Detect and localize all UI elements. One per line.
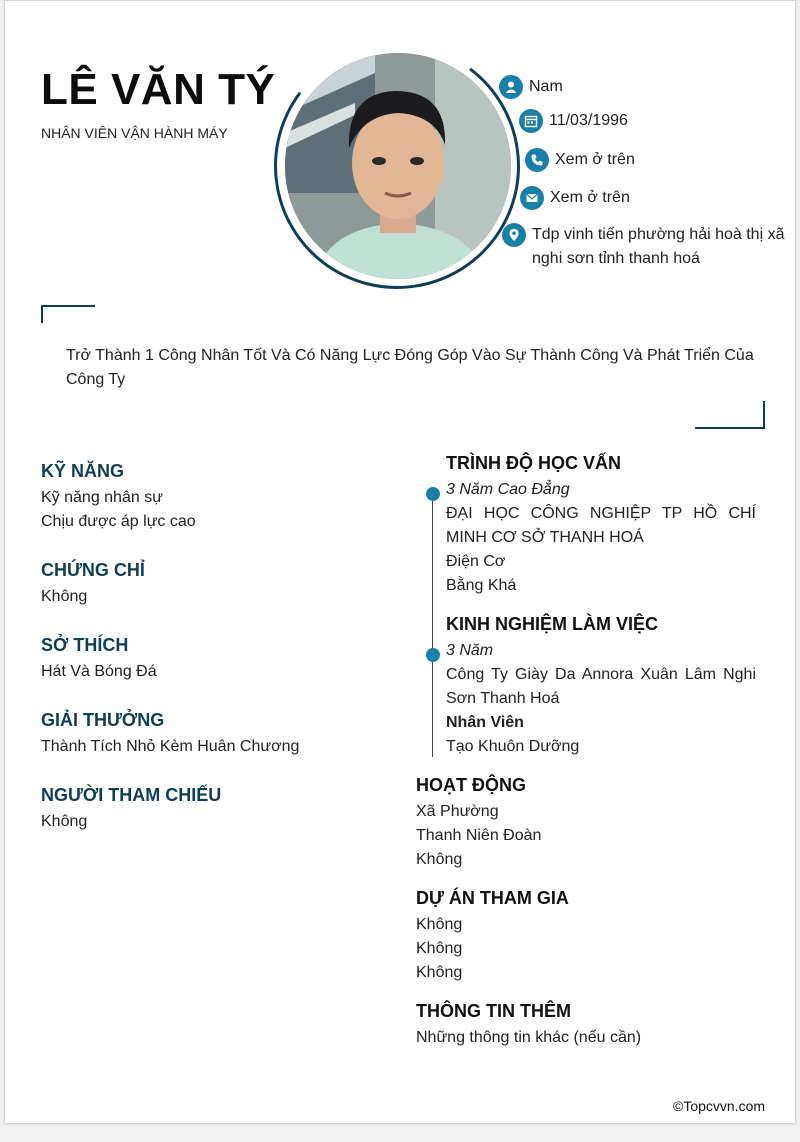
section-title: THÔNG TIN THÊM <box>416 1001 571 1021</box>
email-value: Xem ở trên <box>550 189 630 206</box>
education-period: 3 Năm Cao Đẳng <box>446 481 570 498</box>
list-item: Không <box>416 916 463 933</box>
contact-address <box>502 223 787 271</box>
location-icon <box>502 223 526 247</box>
timeline-dot <box>426 487 440 501</box>
section-title: HOẠT ĐỘNG <box>416 775 526 795</box>
education-section <box>446 453 756 598</box>
career-objective: Trở Thành 1 Công Nhân Tốt Và Có Năng Lực Đóng Góp Vào Sự Thành Công Và Phát Triển Của Công Ty <box>66 347 754 388</box>
list-item: Xã Phường <box>416 803 499 820</box>
contact-phone <box>525 148 635 172</box>
skills-section <box>41 461 401 534</box>
address-value: Tdp vinh tiến phường hải hoà thị xã nghi sơn tỉnh thanh hoá <box>532 226 785 267</box>
section-title: CHỨNG CHỈ <box>41 560 145 580</box>
candidate-name: LÊ VĂN TÝ <box>41 65 276 114</box>
list-item: Không <box>416 851 463 868</box>
list-item: Không <box>41 813 88 830</box>
projects-section <box>416 888 746 985</box>
contact-gender <box>499 75 563 99</box>
cv-page <box>4 0 796 1124</box>
timeline-dot <box>426 648 440 662</box>
references-section <box>41 785 401 834</box>
education-major: Điện Cơ <box>446 553 506 570</box>
list-item: Không <box>41 588 88 605</box>
experience-description: Tạo Khuôn Dưỡng <box>446 738 580 755</box>
section-title: GIẢI THƯỞNG <box>41 710 165 730</box>
section-title: KỸ NĂNG <box>41 461 125 481</box>
experience-position: Nhân Viên <box>446 714 524 731</box>
list-item: Những thông tin khác (nếu cần) <box>416 1029 642 1046</box>
additional-info-section <box>416 1001 746 1050</box>
hobbies-section <box>41 635 401 684</box>
list-item: Hát Và Bóng Đá <box>41 663 157 680</box>
awards-section <box>41 710 401 759</box>
list-item: Không <box>416 964 463 981</box>
certificates-section <box>41 560 401 609</box>
objective-corner-bottom <box>695 401 765 429</box>
section-title: SỞ THÍCH <box>41 635 129 655</box>
timeline-line <box>432 489 433 757</box>
section-title: KINH NGHIỆM LÀM VIỆC <box>446 614 659 634</box>
list-item: Thanh Niên Đoàn <box>416 827 542 844</box>
list-item: Chịu được áp lực cao <box>41 513 196 530</box>
objective-corner-top <box>41 305 95 323</box>
avatar <box>285 53 511 279</box>
education-school: ĐẠI HỌC CÔNG NGHIỆP TP HỒ CHÍ MINH CƠ SỞ THANH HOÁ <box>446 505 756 546</box>
section-title: NGƯỜI THAM CHIẾU <box>41 785 222 805</box>
experience-company: Công Ty Giày Da Annora Xuân Lâm Nghi Sơn Thanh Hoá <box>446 666 756 707</box>
job-title: NHÂN VIÊN VẬN HÀNH MÁY <box>41 125 228 141</box>
user-icon <box>499 75 523 99</box>
calendar-icon <box>519 109 543 133</box>
activities-section <box>416 775 746 872</box>
list-item: Thành Tích Nhỏ Kèm Huân Chương <box>41 738 300 755</box>
phone-icon <box>525 148 549 172</box>
phone-value: Xem ở trên <box>555 151 635 168</box>
birthday-value: 11/03/1996 <box>549 112 628 129</box>
education-grade: Bằng Khá <box>446 577 517 594</box>
footer-credit: ©Topcvvn.com <box>673 1098 766 1114</box>
list-item: Không <box>416 940 463 957</box>
section-title: TRÌNH ĐỘ HỌC VẤN <box>446 453 621 473</box>
experience-period: 3 Năm <box>446 642 494 659</box>
list-item: Kỹ năng nhân sự <box>41 489 163 506</box>
gender-value: Nam <box>529 78 563 95</box>
email-icon <box>520 186 544 210</box>
section-title: DỰ ÁN THAM GIA <box>416 888 569 908</box>
contact-email <box>520 186 630 210</box>
contact-birthday <box>519 109 628 133</box>
experience-section <box>446 614 756 759</box>
